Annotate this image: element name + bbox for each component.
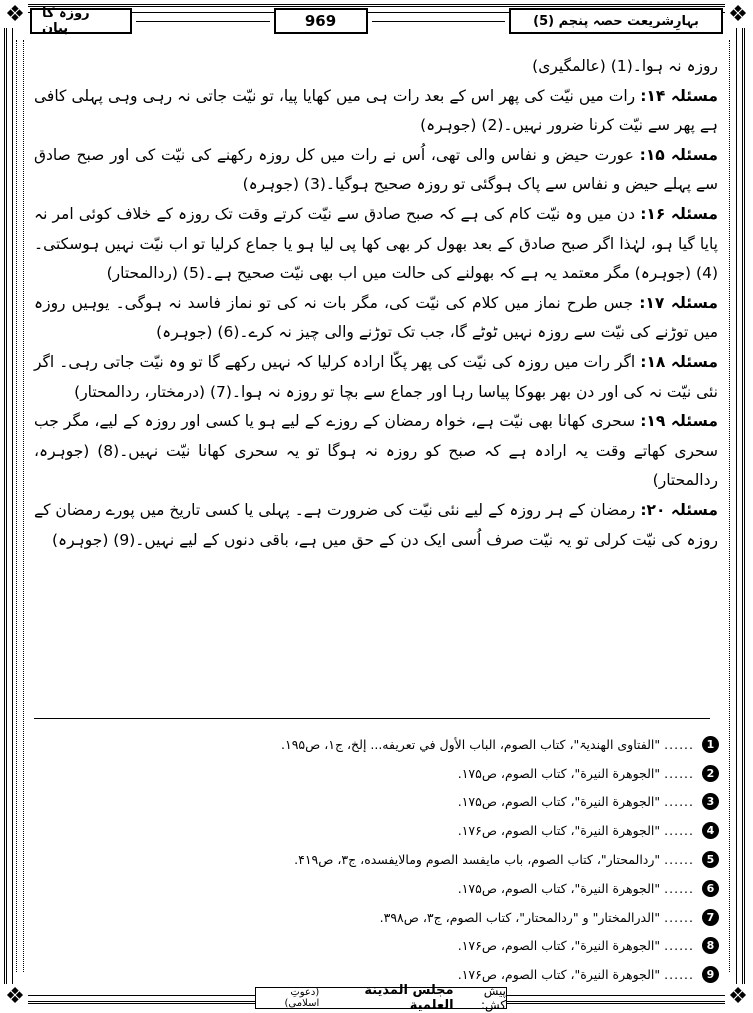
corner-ornament-icon: ❖ bbox=[725, 2, 751, 28]
footnote-number: 6 bbox=[702, 880, 719, 897]
footnote: 9 ...... "الجوهرة النيرة"، کتاب الصوم، ص۱۷۶. bbox=[35, 960, 719, 989]
ruling-label: مسئلہ ۱۶: bbox=[640, 204, 718, 223]
ruling-label: مسئلہ ۱۹: bbox=[640, 412, 718, 431]
paragraph bbox=[34, 348, 718, 407]
footnote: 7 ...... "الدرالمختار" و "ردالمحتار"، کتاب الصوم، ج۳، ص۳۹۸. bbox=[35, 903, 719, 932]
corner-ornament-icon: ❖ bbox=[2, 2, 28, 28]
ruling-label: مسئلہ ۱۷: bbox=[639, 293, 718, 312]
ruling-label: مسئلہ ۱۴: bbox=[640, 86, 718, 105]
page-number: 969 bbox=[274, 8, 368, 34]
paragraph bbox=[34, 141, 718, 200]
footnote-text: "ردالمحتار"، کتاب الصوم، باب مایفسد الصوم ومالایفسده، ج۳، ص۴۱۹. bbox=[294, 852, 661, 868]
footnote-number: 4 bbox=[702, 822, 719, 839]
footnote: 5 ...... "ردالمحتار"، کتاب الصوم، باب مایفسد الصوم ومالایفسده، ج۳، ص۴۱۹. bbox=[35, 845, 719, 874]
header-divider bbox=[136, 21, 270, 22]
publisher-name: مجلس المدینة العلمیة bbox=[364, 983, 454, 1013]
footnote-text: "الدرالمختار" و "ردالمحتار"، کتاب الصوم، ج۳، ص۳۹۸. bbox=[379, 909, 661, 925]
footnote-text: "الجوهرة النيرة"، کتاب الصوم، ص۱۷۶. bbox=[457, 938, 661, 954]
paragraph-text: سحری کھانا بھی نیّت ہے، خواہ رمضان کے روزے کے لیے ہو یا کسی اور روزہ کے لیے، مگر جب سحری کھاتے وقت یہ ارادہ ہے کہ صبح کو روزہ نہ ہوگا تو یہ سحری کھانا نیّت نہیں۔(8) (جوہرہ، ردالمحتار) bbox=[34, 412, 718, 490]
side-border-ornament bbox=[729, 40, 737, 972]
footnote-text: "الجوهرة النيرة"، کتاب الصوم، ص۱۷۵. bbox=[457, 794, 661, 810]
footnote: 1 ...... "الفتاوی الھندیۃ"، کتاب الصوم، الباب الأول في تعریفه... إلخ، ج۱، ص۱۹۵. bbox=[35, 730, 719, 759]
footnote-text: "الجوهرة النيرة"، کتاب الصوم، ص۱۷۶. bbox=[457, 823, 661, 839]
footnote-text: "الفتاوی الھندیۃ"، کتاب الصوم، الباب الأول في تعریفه... إلخ، ج۱، ص۱۹۵. bbox=[281, 736, 661, 752]
footnote-number: 1 bbox=[702, 736, 719, 753]
paragraph-text: دن میں وہ نیّت کام کی ہے کہ صبح صادق سے نیّت کرتے وقت تک روزہ کے خلاف کوئی امر نہ پایا گیا ہو، لہٰذا اگر صبح صادق کے بعد بھول کر بھی کھا پی لیا ہو یا جماع کرلیا تو اب نیّت نہیں ہوسکتی۔(4) (جوہرہ) مگر معتمد یہ ہے کہ بھولنے کی حالت میں اب بھی نیّت صحیح ہے۔(5) (ردالمحتار) bbox=[34, 204, 718, 283]
footnote: 8 ...... "الجوهرة النيرة"، کتاب الصوم، ص۱۷۶. bbox=[35, 932, 719, 961]
ruling-label: مسئلہ ۱۸: bbox=[640, 352, 718, 371]
paragraph-text: عورت حیض و نفاس والی تھی، اُس نے رات میں کل روزہ رکھنے کی نیّت کی اور صبح صادق سے پہلے حیض و نفاس سے پاک ہوگئی تو روزہ صحیح ہوگیا۔(3) (جوہرہ) bbox=[34, 145, 718, 194]
paragraph bbox=[34, 52, 718, 82]
book-title: بہارِشریعت حصہ پنجم (5) bbox=[509, 8, 723, 34]
paragraph-text: رات میں نیّت کی پھر اس کے بعد رات ہی میں کھایا پیا، تو نیّت جاتی نہ رہی وہی پہلی کافی ہے پھر سے نیّت کرنا ضرور نہیں۔(2) (جوہرہ) bbox=[34, 86, 718, 135]
main-text bbox=[34, 52, 718, 555]
paragraph bbox=[34, 82, 718, 141]
footnote-separator bbox=[34, 718, 710, 719]
corner-ornament-icon: ❖ bbox=[725, 984, 751, 1010]
paragraph-text: رمضان کے ہر روزہ کے لیے نئی نیّت کی ضرورت ہے۔ پہلی یا کسی تاریخ میں پورے رمضان کے روزہ کی نیّت کرلی تو یہ نیّت صرف اُسی ایک دن کے حق میں ہے، باقی دنوں کے لیے نہیں۔(9) (جوہرہ) bbox=[34, 500, 718, 549]
paragraph-text: اگر رات میں روزہ کی نیّت کی پھر پکّا ارادہ کرلیا کہ نہیں رکھے گا تو وہ نیّت جاتی رہی۔ اگر نئی نیّت نہ کی اور دن بھر بھوکا پیاسا رہا اور جماع سے بچا تو روزہ نہ ہوا۔(7) (درمختار، ردالمحتار) bbox=[34, 352, 718, 401]
footnote-number: 9 bbox=[702, 966, 719, 983]
footnote-number: 7 bbox=[702, 909, 719, 926]
footnote-text: "الجوهرة النيرة"، کتاب الصوم، ص۱۷۵. bbox=[457, 880, 661, 896]
footer-prefix: پیش کش: bbox=[480, 984, 506, 1012]
chapter-title: روزہ کا بیان bbox=[30, 8, 132, 34]
footnote-text: "الجوهرة النيرة"، کتاب الصوم، ص۱۷۶. bbox=[457, 967, 661, 983]
footnote-number: 5 bbox=[702, 851, 719, 868]
header-divider bbox=[372, 21, 506, 22]
footnote: 3 ...... "الجوهرة النيرة"، کتاب الصوم، ص۱۷۵. bbox=[35, 788, 719, 817]
ruling-label: مسئلہ ۲۰: bbox=[640, 500, 718, 519]
paragraph bbox=[34, 289, 718, 348]
paragraph-text: روزہ نہ ہوا۔(1) (عالمگیری) bbox=[532, 57, 718, 75]
paragraph bbox=[34, 407, 718, 496]
footnote: 6 ...... "الجوهرة النيرة"، کتاب الصوم، ص۱۷۵. bbox=[35, 874, 719, 903]
page-header bbox=[30, 6, 723, 36]
publisher-footer bbox=[255, 983, 507, 1013]
footnotes bbox=[35, 730, 719, 989]
ruling-label: مسئلہ ۱۵: bbox=[639, 145, 718, 164]
paragraph-text: جس طرح نماز میں کلام کی نیّت کی، مگر بات نہ کی تو نماز فاسد نہ ہوگی۔ یوہیں روزہ میں توڑنے کی نیّت سے روزہ نہیں ٹوٹے گا، جب تک توڑنے والی چیز نہ کرے۔(6) (جوہرہ) bbox=[34, 293, 718, 342]
publisher-subtitle: (دعوتِ اسلامی) bbox=[284, 987, 320, 1009]
paragraph bbox=[34, 200, 718, 289]
footnote: 2 ...... "الجوهرة النيرة"، کتاب الصوم، ص۱۷۵. bbox=[35, 759, 719, 788]
paragraph bbox=[34, 496, 718, 555]
footnote-number: 2 bbox=[702, 765, 719, 782]
side-border-ornament bbox=[16, 40, 24, 972]
corner-ornament-icon: ❖ bbox=[2, 984, 28, 1010]
footnote-text: "الجوهرة النيرة"، کتاب الصوم، ص۱۷۵. bbox=[457, 765, 661, 781]
footnote-number: 3 bbox=[702, 793, 719, 810]
footnote-number: 8 bbox=[702, 937, 719, 954]
footnote: 4 ...... "الجوهرة النيرة"، کتاب الصوم، ص۱۷۶. bbox=[35, 816, 719, 845]
